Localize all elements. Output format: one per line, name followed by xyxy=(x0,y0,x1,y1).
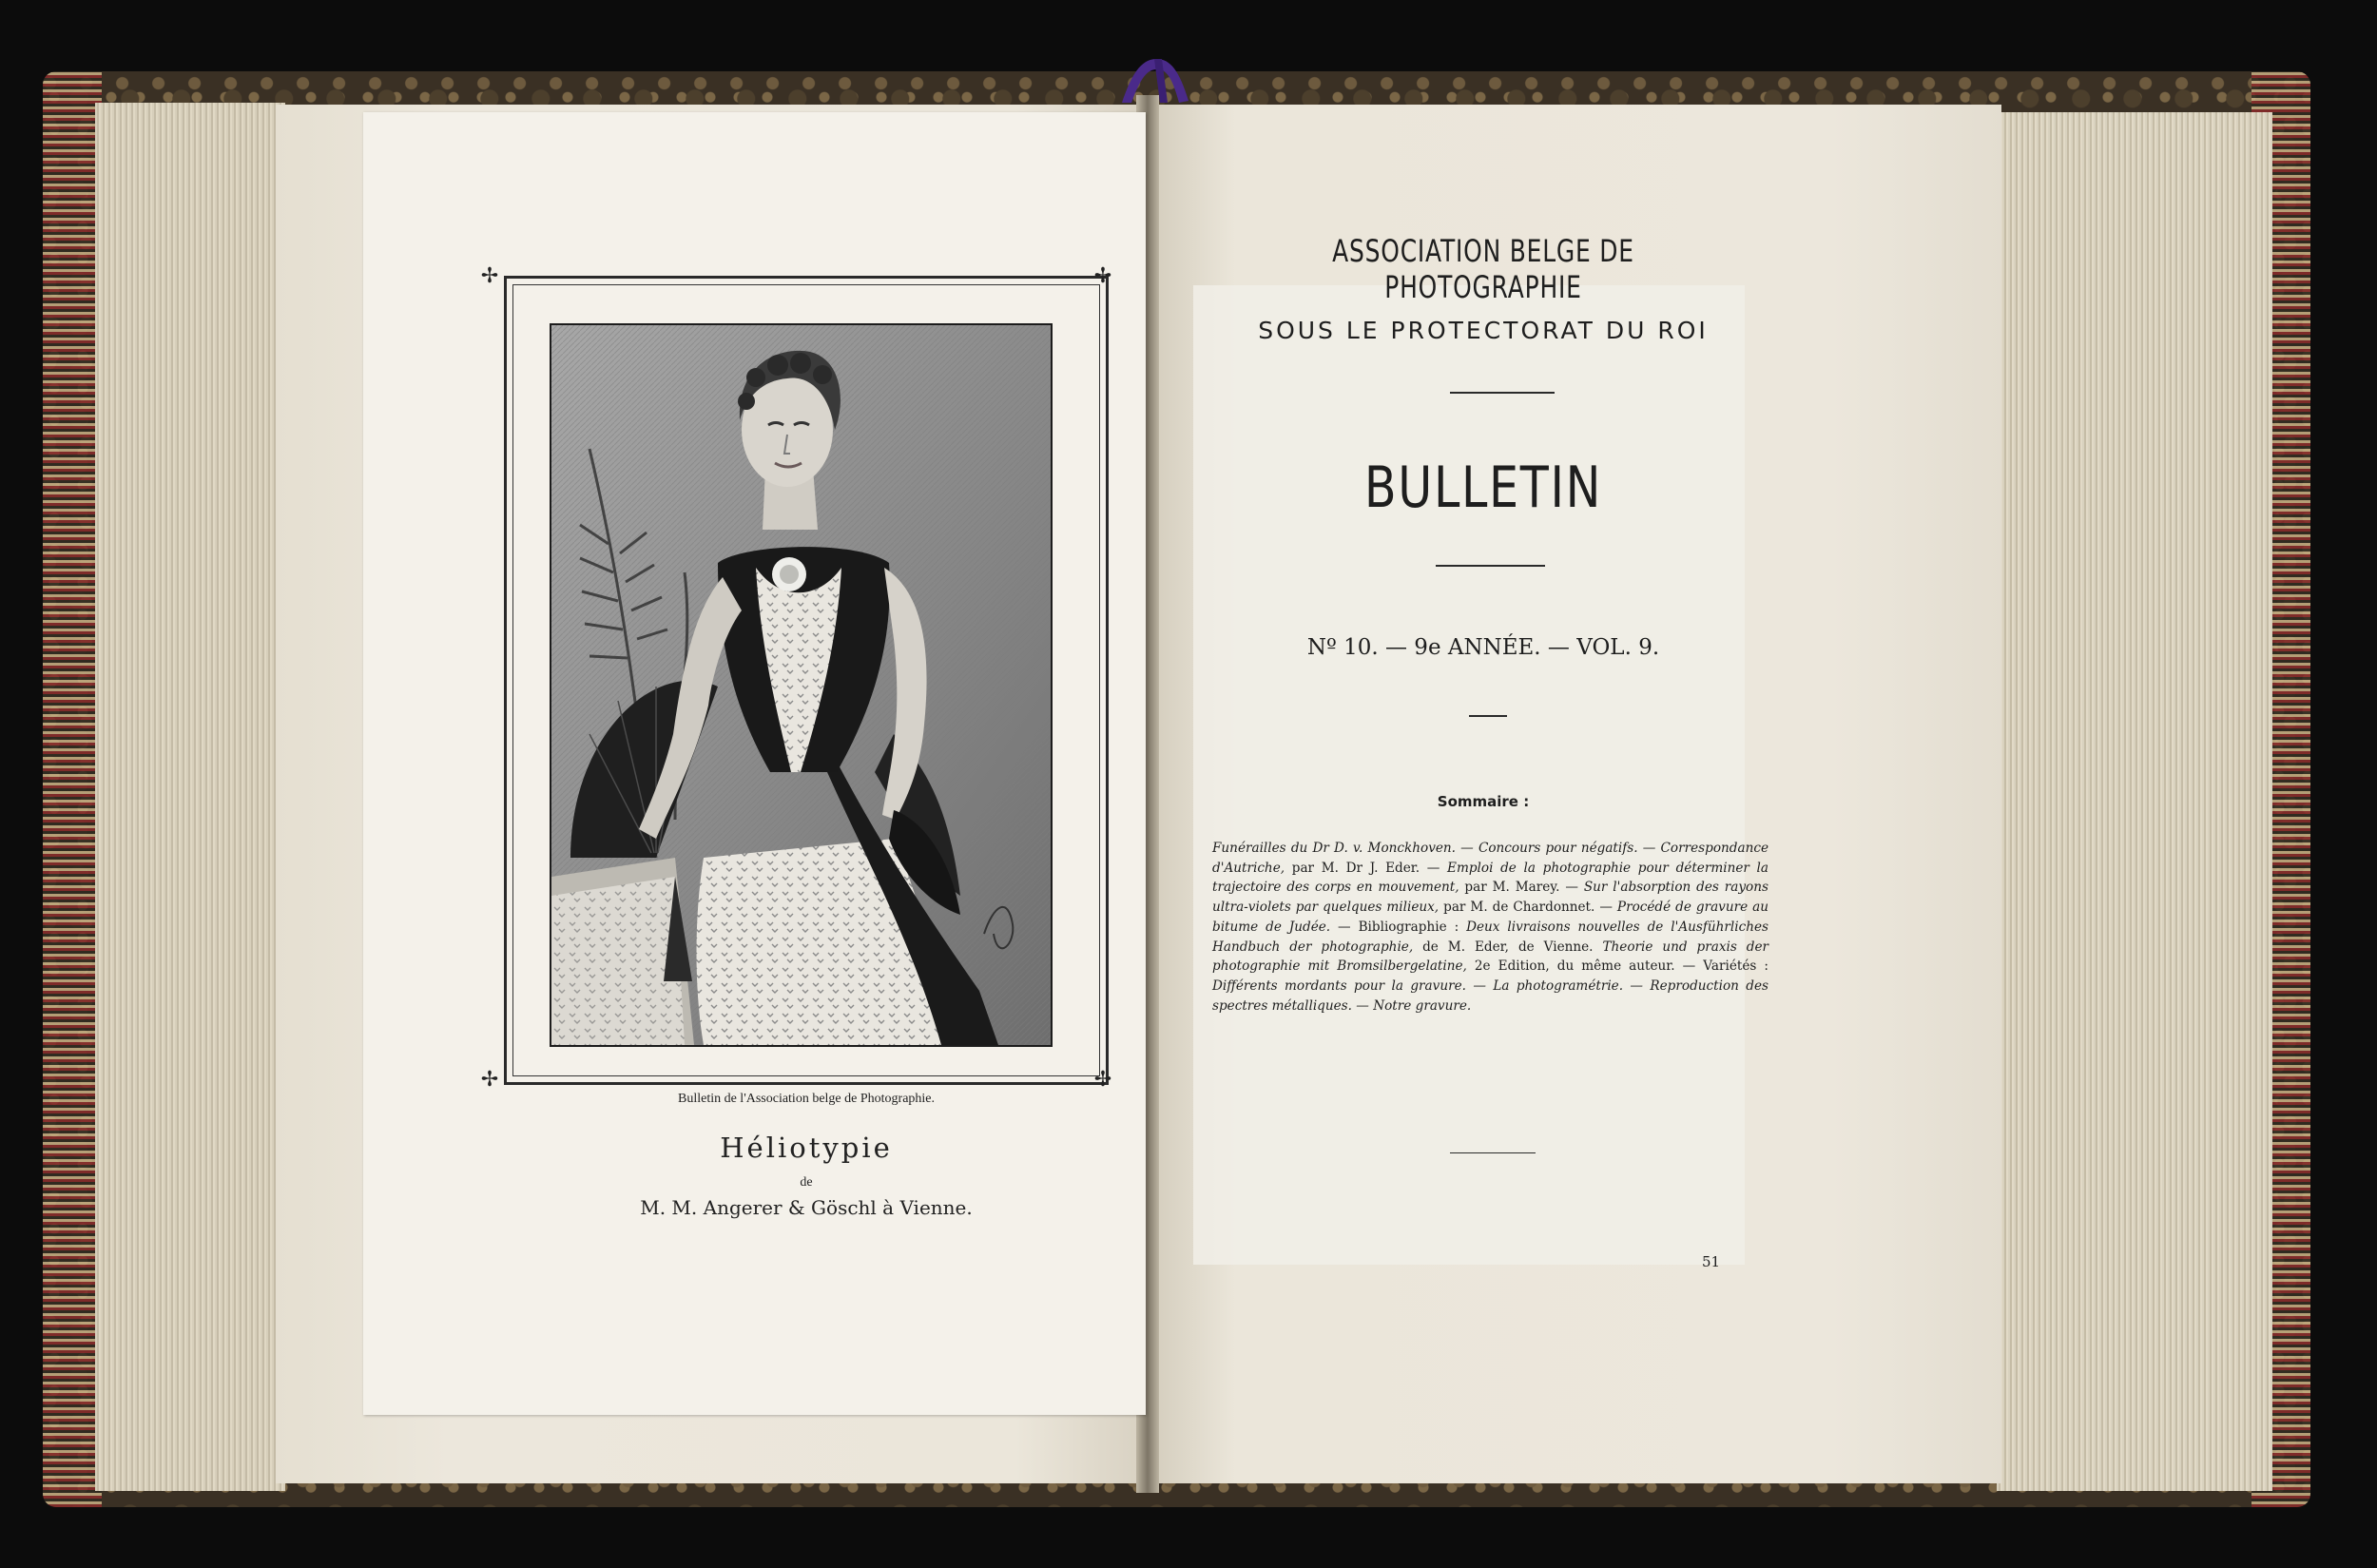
divider-rule xyxy=(1450,392,1555,394)
bookmark-ribbon xyxy=(1112,55,1203,105)
summary-part: de M. Eder, de Vienne. xyxy=(1413,939,1603,955)
plate-by-word: de xyxy=(800,1175,813,1190)
frame-corner-ornament: ✢ xyxy=(480,263,499,287)
divider-rule xyxy=(1436,565,1545,567)
portrait-illustration xyxy=(551,325,1051,1045)
summary-part: Theorie und praxis der photographie mit Bromsilbergelatine, xyxy=(1212,939,1769,975)
plate-credit: Bulletin de l'Association belge de Photographie. xyxy=(677,1092,936,1106)
title-slip xyxy=(1193,285,1745,1265)
page-stack-left xyxy=(95,103,285,1491)
summary-heading: Sommaire : xyxy=(1437,793,1530,810)
plate-process-title: Héliotypie xyxy=(720,1132,893,1164)
divider-rule xyxy=(1450,1152,1536,1153)
summary-part: Sur l'absorption des rayons ultra-violets par quelques milieux, xyxy=(1212,880,1768,916)
summary-part: 2e Edition, du même auteur. — Variétés : xyxy=(1466,958,1768,975)
summary-text xyxy=(1212,839,1768,1016)
divider-rule xyxy=(1469,715,1507,717)
frame-corner-ornament: ✢ xyxy=(480,1067,499,1091)
protectorate-line: SOUS LE PROTECTORAT DU ROI xyxy=(1258,317,1709,344)
bulletin-title: BULLETIN xyxy=(1363,455,1603,521)
issue-line: Nº 10. — 9e ANNÉE. — VOL. 9. xyxy=(1306,635,1660,660)
heliotype-portrait xyxy=(550,323,1053,1047)
frame-corner-ornament: ✢ xyxy=(1093,1067,1112,1091)
summary-part: par M. Dr J. Eder. — xyxy=(1285,860,1448,876)
plate-makers: M. M. Angerer & Göschl à Vienne. xyxy=(640,1196,973,1219)
summary-part: Procédé de gravure au bitume de Judée. xyxy=(1212,900,1769,935)
summary-part: Différents mordants pour la gravure. — La photogramétrie. — Reproduction des spectres métalliques. — Notre gravure. xyxy=(1212,978,1768,1014)
association-name: ASSOCIATION BELGE DE PHOTOGRAPHIE xyxy=(1332,233,1634,305)
summary-part: — Bibliographie : xyxy=(1330,919,1467,935)
summary-part: Funérailles du Dr D. v. Monckhoven. — Concours pour négatifs. — Correspondance d'Autriche, xyxy=(1212,841,1768,876)
summary-part: par M. de Chardonnet. — xyxy=(1439,900,1617,916)
page-number: 51 xyxy=(1702,1253,1721,1270)
frame-corner-ornament: ✢ xyxy=(1093,263,1112,287)
cover-marbled-edge-left xyxy=(43,71,102,1507)
summary-part: Emploi de la photographie pour déterminer la trajectoire des corps en mouvement, xyxy=(1212,860,1768,896)
page-stack-right xyxy=(1997,112,2272,1491)
summary-part: Deux livraisons nouvelles de l'Ausführliches Handbuch der photographie, xyxy=(1212,919,1768,955)
summary-part: par M. Marey. — xyxy=(1459,880,1584,896)
